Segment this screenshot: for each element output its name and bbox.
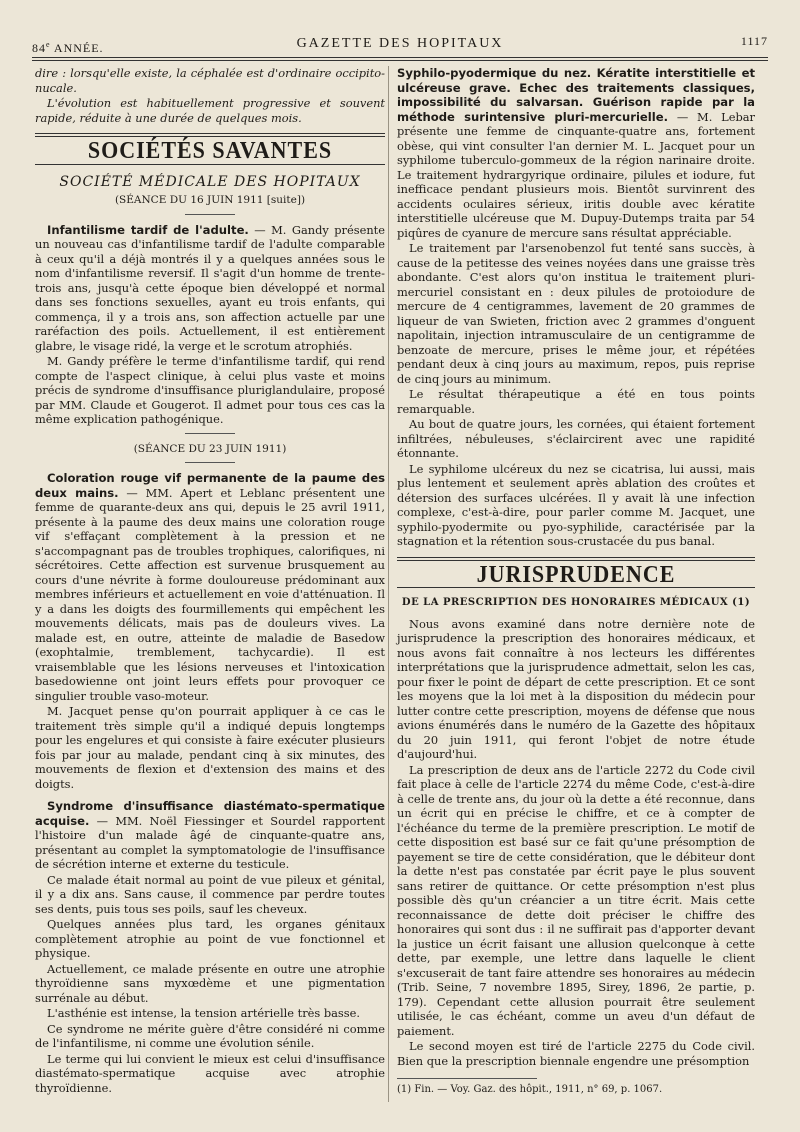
case-title: Syndrome d'insuffisance diastémato-spermatique acquise. [35,799,385,828]
paragraph: Le résultat thérapeutique a été en tous points remarquable. [397,387,755,416]
paragraph: Quelques années plus tard, les organes génitaux complètement atrophie au point de vue fonctionnel et physique. [35,917,385,960]
intro-paragraph: dire : lorsqu'elle existe, la céphalée est d'ordinaire occipito-nucale. [35,66,385,95]
paragraph: Ce syndrome ne mérite guère d'être considéré ni comme de l'infantilisme, ni comme une évolution sénile. [35,1021,385,1050]
left-column [35,66,385,1112]
short-rule [185,214,235,215]
journal-title: GAZETTE DES HOPITAUX [296,36,504,51]
case-title: Syphilo-pyodermique du nez. Kératite interstitielle et ulcéreuse grave. Echec des traitements classiques, impossibilité du salvarsan. Guérison rapide par la méthode surintensive pluri-mercurielle. [397,66,755,124]
case-paragraph: Syndrome d'insuffisance diastémato-spermatique acquise. — MM. Noël Fiessinger et Sourdel rapportent l'histoire d'un malade âgé de cinquante-quatre ans, présentant au complet la symptomatologie de l'insuffisance de sécrétion interne et externe du testicule. [35,799,385,871]
case-title: Coloration rouge vif permanente de la paume des deux mains. [35,471,385,500]
year-label: 84e ANNÉE. [32,40,104,55]
paragraph: Le traitement par l'arsenobenzol fut tenté sans succès, à cause de la petitesse des veines noyées dans une graisse très abondante. C'est alors qu'on institua le traitement pluri-mercuriel consistant en : deux pilules de protoiodure de mercure de 4 centigrammes, lavement de 20 grammes de liqueur de van Swieten, friction avec 2 grammes d'onguent napolitain, injection intramusculaire de un centigramme de benzoate de mercure, prises le même jour, et répétées pendant deux à cinq jours au maximum, repos, puis reprise de cinq jours au minimum. [397,241,755,386]
case-paragraph: Coloration rouge vif permanente de la paume des deux mains. — MM. Apert et Leblanc présentent une femme de quarante-deux ans qui, depuis le 25 avril 1911, présente à la paume des deux mains une coloration rouge vif s'effaçant complètement à la pression et ne s'accompagnant pas de troubles trophiques, calorifiques, ni sécrétoires. Cette affection est survenue brusquement au cours d'une névrite à forme douloureuse prédominant aux membres inférieurs et actuellement en voie d'atténuation. Il y a dans les doigts des fourmillements qui empêchent les mouvements délicats, mais pas de douleurs vives. La malade est, en outre, atteinte de maladie de Basedow (exophtalmie, tremblement, tachycardie). Il est vraisemblable que les lésions nerveuses et l'intoxication basedowienne ont joint leurs effets pour provoquer ce singulier trouble vaso-moteur. [35,471,385,703]
seance-date: (SÉANCE DU 16 JUIN 1911 [suite]) [114,194,306,206]
short-rule [185,433,235,434]
paragraph: Le second moyen est tiré de l'article 2275 du Code civil. Bien que la prescription biennale engendre une présomption [397,1039,755,1068]
seance-date: (SÉANCE DU 23 JUIN 1911) [133,442,287,455]
paragraph: Actuellement, ce malade présente en outre une atrophie thyroïdienne sans myxœdème et une pigmentation surrénale au début. [35,961,385,1005]
column-divider [388,66,389,1102]
paragraph: M. Gandy préfère le terme d'infantilisme tardif, qui rend compte de l'aspect clinique, à celui plus vaste et moins précis de syndrome d'insuffisance pluriglandulaire, proposé par MM. Claude et Gougerot. Il admet pour tous ces cas la même explication pathogénique. [35,354,385,426]
footnote: (1) Fin. — Voy. Gaz. des hôpit., 1911, n° 69, p. 1067. [397,1084,663,1095]
paragraph: L'asthénie est intense, la tension artérielle très basse. [47,1006,360,1020]
section-banner-jurisprudence [397,557,755,589]
paragraph: Le terme qui lui convient le mieux est celui d'insuffisance diastémato-spermatique acquise avec atrophie thyroïdienne. [35,1051,385,1095]
short-rule [185,462,235,463]
section-title: SOCIÉTÉS SAVANTES [87,135,333,164]
section-banner-societes [35,133,385,165]
header-rule [32,57,768,58]
page-number: 1117 [740,34,768,48]
header-rule-double [32,60,768,61]
paragraph: La prescription de deux ans de l'article 2272 du Code civil fait place à celle de l'article 2274 du même Code, c'est-à-dire à celle de trente ans, du jour où la dette a été reconnue, dans un écrit qui en précise le chiffre, et ce à compter de l'échéance du terme de la première prescription. Le motif de cette disposition est basé sur ce fait qu'une présomption de payement se tire de cette considération, que le débiteur dont la dette n'est pas constatée par écrit paye le plus souvent sans retirer de quittance. Or cette présomption n'est plus possible dès qu'un créancier a un titre écrit. Mais cette reconnaissance de dette doit préciser le chiffre des honoraires qui sont dus : il ne suffirait pas d'apporter devant la justice un écrit faisant une allusion quelconque à cette dette, par exemple, une lettre dans laquelle le client s'excuserait de tant faire attendre ses honoraires au médecin (Trib. Seine, 7 novembre 1895, Sirey, 1896, 2e partie, p. 179). Cependant cette allusion pourrait être seulement utilisée, le cas échéant, comme un aveu d'un défaut de paiement. [397,762,755,1038]
case-paragraph: Syphilo-pyodermique du nez. Kératite interstitielle et ulcéreuse grave. Echec des traitements classiques, impossibilité du salvarsan. Guérison rapide par la méthode surintensive pluri-mercurielle. — M. Lebar présente une femme de cinquante-quatre ans, fortement obèse, qui vint consulter l'an dernier M. L. Jacquet pour un syphilome tuberculo-gommeux de la région narinaire droite. Le traitement hydrargyrique ordinaire, pilules et iodure, fut inefficace pendant plusieurs mois. Bientôt survinrent des accidents oculaires sérieux, iritis double avec kératite interstitielle ulcéreuse que M. Dupuy-Dutemps traita par 54 piqûres de cyanure de mercure sans résultat appréciable. [397,66,755,240]
paragraph: M. Jacquet pense qu'on pourrait appliquer à ce cas le traitement très simple qu'il a indiqué depuis longtemps pour les engelures et qui consiste à faire exécuter plusieurs fois par jour au malade, pendant cinq à six minutes, des mouvements de flexion et d'extension des mains et des doigts. [35,704,385,791]
section-title: JURISPRUDENCE [476,558,676,587]
case-title: Infantilisme tardif de l'adulte. [47,222,249,237]
paragraph: Ce malade était normal au point de vue pileux et génital, il y a dix ans. Sans cause, il commence par perdre toutes ses dents, puis tous ses poils, sauf les cheveux. [35,872,385,916]
right-column [397,66,755,1112]
paragraph: Au bout de quatre jours, les cornées, qui étaient fortement infiltrées, nébuleuses, s'éclaircirent avec une rapidité étonnante. [397,417,755,460]
banner-underline [35,164,385,165]
society-name: SOCIÉTÉ MÉDICALE DES HOPITAUX [59,173,361,190]
paragraph: Nous avons examiné dans notre dernière note de jurisprudence la prescription des honoraires médicaux, et nous avons fait connaître à nos lecteurs les différentes interprétations que la jurisprudence admettait, selon les cas, pour fixer le point de départ de cette prescription. Et ce sont les moyens que la loi met à la disposition du médecin pour lutter contre cette prescription, moyens de défense que nous avions énumérés dans le numéro de la Gazette des hôpitaux du 20 juin 1911, qui feront l'objet de notre étude d'aujourd'hui. [397,616,755,761]
running-head [32,34,768,54]
case-paragraph: Infantilisme tardif de l'adulte. — M. Gandy présente un nouveau cas d'infantilisme tardif de l'adulte comparable à ceux qu'il a déjà montrés il y a quelques années sous le nom d'infantilisme reversif. Il s'agit d'un homme de trente-trois ans, jusqu'à cette époque bien développé et normal dans ses fonctions sexuelles, ayant eu trois enfants, qui commença, il y a trois ans, son affection actuelle par une raréfaction des poils. Actuellement, il est entièrement glabre, le visage ridé, la verge et le scrotum atrophiés. [35,222,385,353]
article-subtitle: DE LA PRESCRIPTION DES HONORAIRES MÉDICAUX (1) [401,597,751,608]
footnote-rule [397,1078,537,1079]
paragraph: Le syphilome ulcéreux du nez se cicatrisa, lui aussi, mais plus lentement et seulement après ablation des croûtes et détersion des surfaces ulcérées. Il y avait là une infection complexe, c'est-à-dire, pour parler comme M. Jacquet, une syphilo-pyodermite ou pyo-syphilide, caractérisée par la stagnation et la rétention sous-crustacée du pus banal. [397,461,755,548]
intro-paragraph-2: L'évolution est habituellement progressive et souvent rapide, réduite à une durée de quelques mois. [35,96,385,125]
